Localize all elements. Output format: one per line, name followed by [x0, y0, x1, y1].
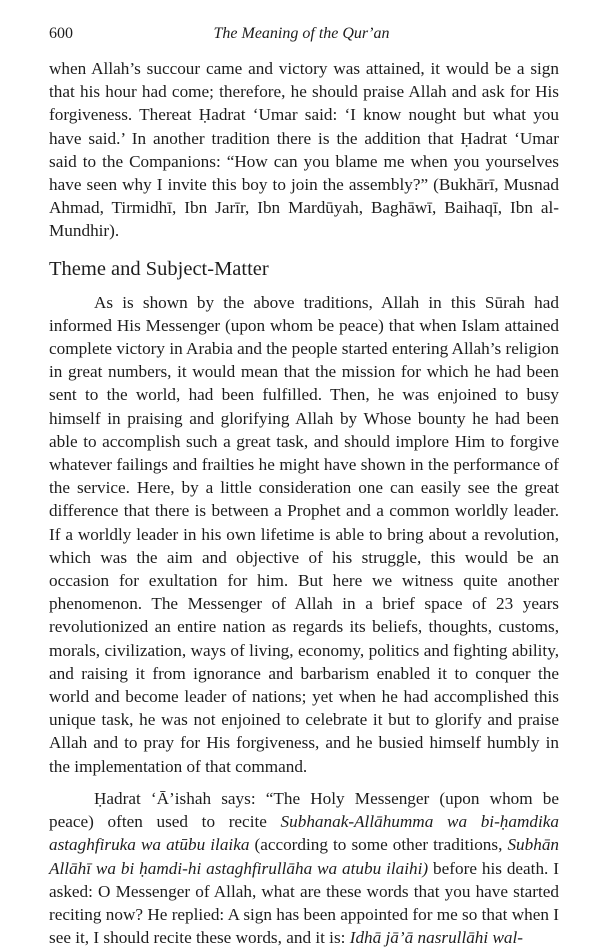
section-heading: Theme and Subject-Matter: [49, 257, 269, 280]
italic-arabic-text: Subhanak-Allāhumma wa bi-ḥamdika astaghfiruka wa atūbu ilaika: [49, 812, 559, 855]
paragraph-theme: As is shown by the above traditions, Allah in this Sūrah had informed His Messenger (upon whom be peace) that when Islam attained complete victory in Arabia and the people started entering Allah’s religion in great numbers, it would mean that the mission for which he had been sent to the world, had been fulfilled. Then, he was enjoined to busy himself in praising and glorifying Allah by Whose bounty he had been able to accomplish such a great task, and should implore Him to forgive whatever failings and frailties he might have shown in the performance of the service. Here, by a little consideration one can easily see the great difference that there is between a Prophet and a common worldly leader. If a worldly leader in his own lifetime is able to bring about a revolution, which was the aim and objective of his struggle, this would be an occasion for exultation for him. But here we witness quite another phenomenon. The Messenger of Allah in a brief space of 23 years revolutionized an entire nation as regards its beliefs, thoughts, customs, morals, civilization, ways of living, economy, politics and fighting ability, and raising it from ignorance and barbarism enabled it to conquer the world and become leader of nations; yet when he had accomplished this unique task, he was not enjoined to celebrate it but to glorify and praise Allah and to pray for His forgiveness, and he busied himself humbly in the implementation of that command.: [49, 292, 559, 776]
text-span: (according to some other traditions,: [249, 835, 508, 855]
page-header: [49, 24, 554, 44]
text-span: Ḥadrat ‘Ā’ishah says: “The Holy Messenger (upon whom be peace) often used to recite: [49, 788, 559, 832]
page-number: 600: [49, 25, 73, 42]
paragraph-continuation: when Allah’s succour came and victory was attained, it would be a sign that his hour had come; therefore, he should praise Allah and ask for His forgiveness. Thereat Ḥadrat ‘Umar said: ‘I know nought but what you have said.’ In another tradition there is the addition that Ḥadrat ‘Umar said to the Companions: “How can you blame me when you yourselves have seen why I invite this boy to join the assembly?” (Bukhārī, Musnad Ahmad, Tirmidhī, Ibn Jarīr, Ibn Mardūyah, Baghāwī, Baihaqī, Ibn al-Mundhir).: [49, 59, 559, 241]
body-text: [49, 57, 559, 949]
text-span: before his death. I asked: O Messenger of Allah, what are these words that you have started reciting now? He replied: A sign has been appointed for me so that when I see it, I should recite these words, and it is:: [49, 858, 559, 948]
paragraph-aishah-tradition: [49, 787, 559, 949]
italic-arabic-text: Idhā jā’ā nasrullāhi wal-: [349, 928, 524, 948]
running-title: The Meaning of the Qurʼan: [213, 25, 390, 42]
italic-arabic-text: Subhān Allāhī wa bi ḥamdi-hi astaghfirullāha wa atubu ilaihi): [49, 835, 559, 878]
